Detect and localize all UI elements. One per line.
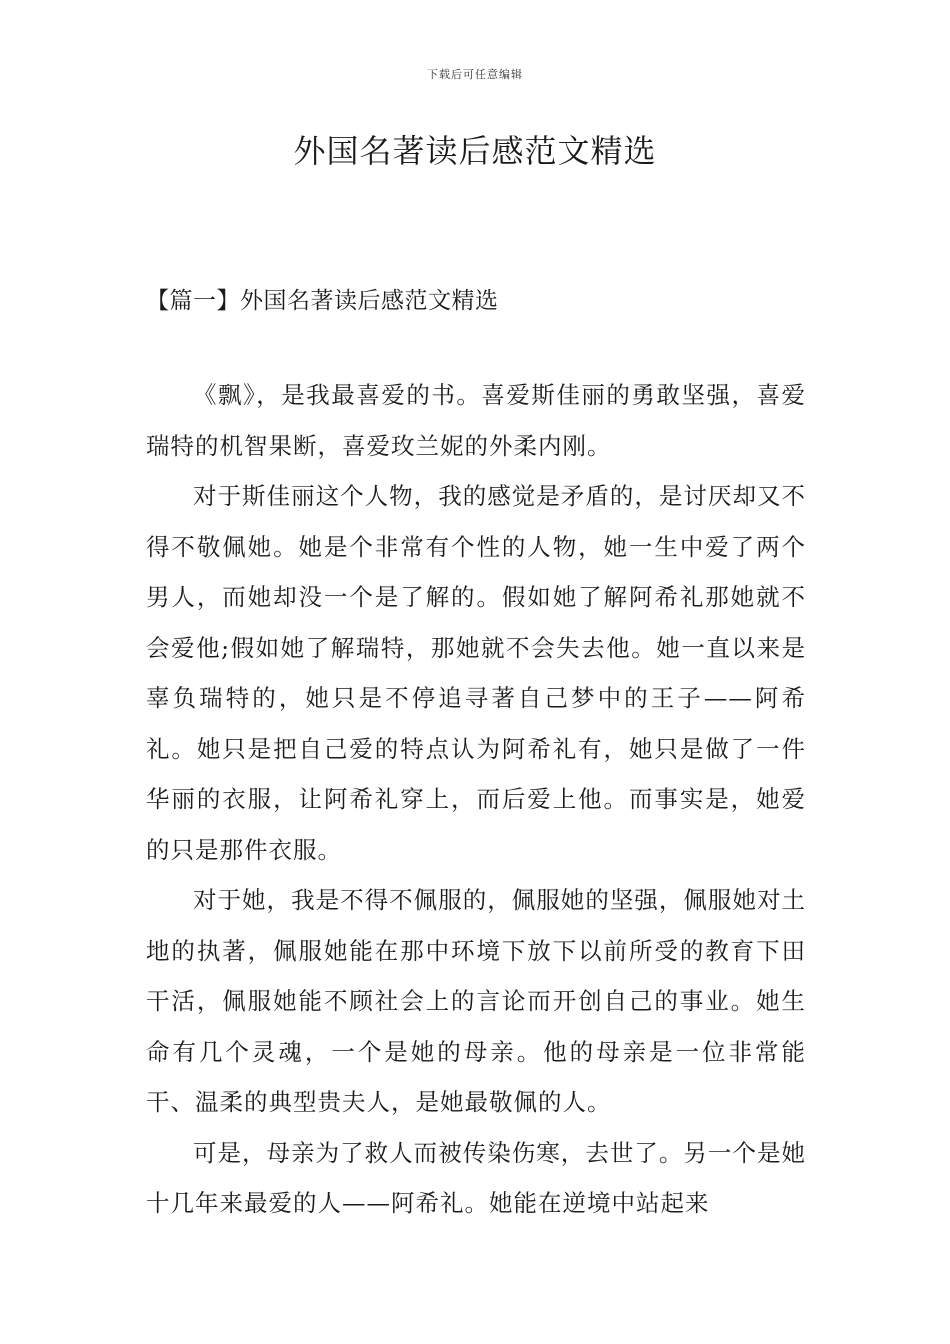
paragraph: 对于她，我是不得不佩服的，佩服她的坚强，佩服她对土地的执著，佩服她能在那中环境下放下以前所受的教育下田干活，佩服她能不顾社会上的言论而开创自己的事业。她生命有几个灵魂，一个是她的母亲。他的母亲是一位非常能干、温柔的典型贵夫人，是她最敬佩的人。: [146, 886, 806, 1116]
header-note: 下载后可任意编辑: [427, 68, 523, 81]
document-title: 外国名著读后感范文精选: [293, 132, 657, 170]
paragraph: 可是，母亲为了救人而被传染伤寒，去世了。另一个是她十几年来最爱的人——阿希礼。她能在逆境中站起来: [146, 1138, 806, 1217]
paragraph: 《飘》，是我最喜爱的书。喜爱斯佳丽的勇敢坚强，喜爱瑞特的机智果断，喜爱玫兰妮的外柔内刚。: [146, 381, 806, 460]
body-text: [146, 370, 806, 1229]
paragraph: 对于斯佳丽这个人物，我的感觉是矛盾的，是讨厌却又不得不敬佩她。她是个非常有个性的人物，她一生中爱了两个男人，而她却没一个是了解的。假如她了解阿希礼那她就不会爱他;假如她了解瑞特，那她就不会失去他。她一直以来是辜负瑞特的，她只是不停追寻著自己梦中的王子——阿希礼。她只是把自己爱的特点认为阿希礼有，她只是做了一件华丽的衣服，让阿希礼穿上，而后爱上他。而事实是，她爱的只是那件衣服。: [146, 482, 806, 864]
section-heading: 【篇一】外国名著读后感范文精选: [146, 288, 499, 314]
